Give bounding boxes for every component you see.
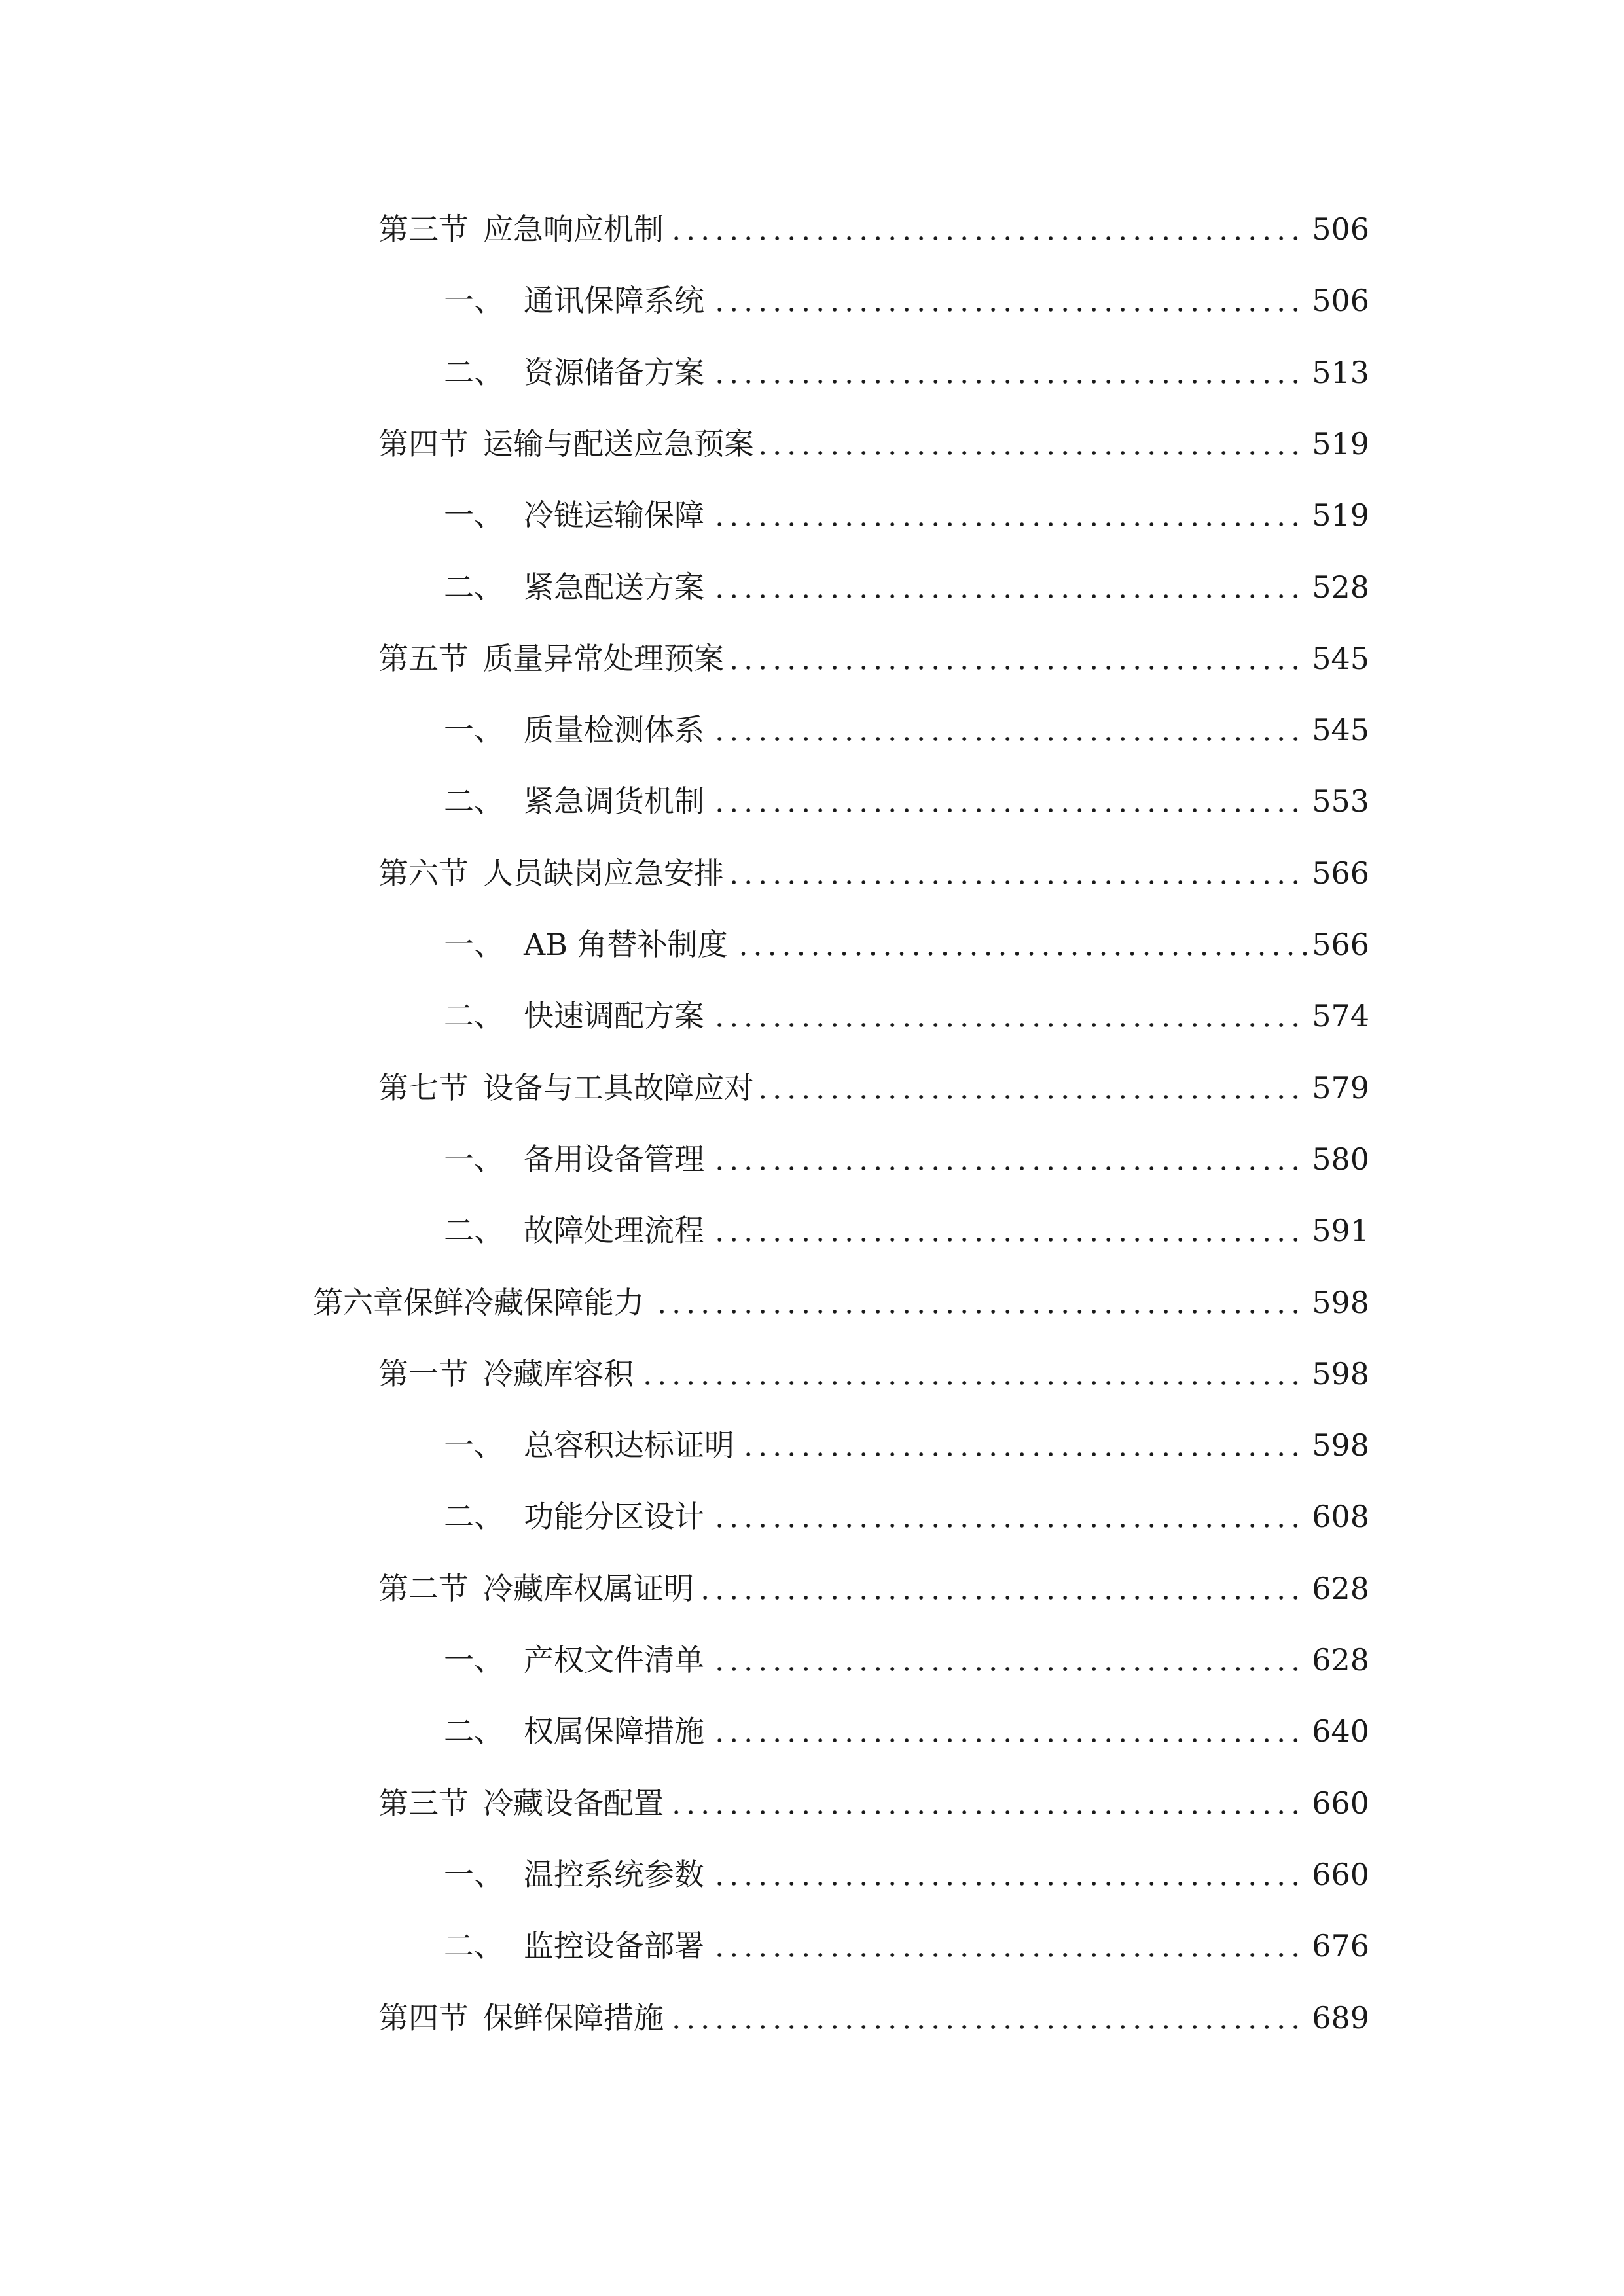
toc-entry-number: 第七节 — [378, 1070, 469, 1105]
dot-leader — [670, 1810, 1303, 1815]
toc-entry-number: 第一节 — [378, 1356, 469, 1391]
dot-leader — [711, 522, 1303, 527]
toc-entry-page-number: 506 — [1312, 211, 1369, 247]
toc-entry-title: 保鲜冷藏保障能力 — [403, 1285, 644, 1320]
dot-leader — [711, 1881, 1303, 1886]
toc-entry-number: 一、 — [444, 497, 504, 533]
toc-entry-number: 第四节 — [378, 426, 469, 461]
toc-entry[interactable] — [444, 993, 1369, 1039]
dot-leader — [711, 1237, 1303, 1242]
toc-entry-page-number: 574 — [1312, 998, 1369, 1033]
toc-entry-page-number: 580 — [1312, 1141, 1369, 1177]
dot-leader — [761, 1094, 1303, 1100]
dot-leader — [711, 594, 1303, 599]
toc-entry-title: 权属保障措施 — [524, 1713, 704, 1749]
toc-entry-number: 二、 — [444, 1213, 504, 1248]
toc-entry-title: 故障处理流程 — [524, 1213, 704, 1248]
toc-entry-number: 第三节 — [378, 211, 469, 247]
dot-leader — [761, 450, 1303, 456]
dot-leader — [711, 1738, 1303, 1743]
toc-entry-number: 一、 — [444, 1642, 504, 1677]
toc-entry-number: 二、 — [444, 1928, 504, 1964]
toc-entry[interactable] — [444, 1136, 1369, 1182]
toc-entry-number: 一、 — [444, 712, 504, 747]
toc-entry-title: 冷藏库权属证明 — [483, 1571, 694, 1606]
toc-entry-page-number: 660 — [1312, 1785, 1369, 1821]
toc-entry-title: 质量异常处理预案 — [483, 641, 724, 676]
toc-entry-number: 第二节 — [378, 1571, 469, 1606]
toc-entry-number: 一、 — [444, 283, 504, 318]
toc-entry-title: 监控设备部署 — [524, 1928, 704, 1964]
toc-entry-page-number: 676 — [1312, 1928, 1369, 1964]
toc-entry[interactable] — [444, 1494, 1369, 1539]
toc-entry-page-number: 598 — [1312, 1427, 1369, 1463]
toc-entry-page-number: 640 — [1312, 1713, 1369, 1749]
toc-entry-number: 一、 — [444, 1857, 504, 1892]
toc-entry[interactable] — [444, 1208, 1369, 1253]
toc-entry-title: 通讯保障系统 — [524, 283, 704, 318]
toc-entry-number: 一、 — [444, 1427, 504, 1463]
dot-leader — [700, 1595, 1303, 1600]
toc-entry-page-number: 506 — [1312, 283, 1369, 318]
toc-entry-number: 二、 — [444, 783, 504, 819]
dot-leader — [640, 1380, 1303, 1386]
toc-entry[interactable] — [378, 1780, 1369, 1826]
toc-entry-title: 应急响应机制 — [483, 211, 664, 247]
toc-entry[interactable] — [444, 1708, 1369, 1754]
dot-leader — [711, 736, 1303, 742]
toc-entry-number: 二、 — [444, 569, 504, 605]
toc-entry[interactable] — [444, 564, 1369, 610]
dot-leader — [731, 880, 1303, 885]
toc-entry[interactable] — [444, 492, 1369, 538]
toc-entry-title: 设备与工具故障应对 — [483, 1070, 754, 1105]
toc-entry-number: 一、 — [444, 927, 504, 962]
toc-entry-page-number: 545 — [1312, 712, 1369, 747]
toc-entry-page-number: 566 — [1312, 927, 1369, 962]
dot-leader — [711, 1666, 1303, 1672]
dot-leader — [711, 808, 1303, 813]
toc-entry-number: 二、 — [444, 1499, 504, 1534]
toc-entry-page-number: 528 — [1312, 569, 1369, 605]
toc-entry-page-number: 598 — [1312, 1285, 1369, 1320]
toc-entry-title: 紧急调货机制 — [524, 783, 704, 819]
toc-entry[interactable] — [444, 707, 1369, 753]
toc-entry[interactable] — [444, 922, 1369, 967]
toc-entry-title: 备用设备管理 — [524, 1141, 704, 1177]
toc-entry-number: 第六章 — [313, 1285, 403, 1320]
toc-entry[interactable] — [444, 1637, 1369, 1683]
dot-leader — [711, 1523, 1303, 1528]
dot-leader — [670, 236, 1303, 241]
toc-entry[interactable] — [313, 1280, 1369, 1325]
toc-entry[interactable] — [444, 278, 1369, 323]
toc-entry-page-number: 553 — [1312, 783, 1369, 819]
toc-entry-title: 快速调配方案 — [524, 998, 704, 1033]
toc-entry-title: 质量检测体系 — [524, 712, 704, 747]
toc-entry[interactable] — [378, 850, 1369, 896]
toc-entry-title: 资源储备方案 — [524, 355, 704, 390]
toc-entry-title: 功能分区设计 — [524, 1499, 704, 1534]
toc-entry-page-number: 579 — [1312, 1070, 1369, 1105]
dot-leader — [711, 379, 1303, 384]
toc-entry-number: 第三节 — [378, 1785, 469, 1821]
toc-entry[interactable] — [378, 1065, 1369, 1111]
toc-entry-page-number: 545 — [1312, 641, 1369, 676]
toc-entry[interactable] — [378, 1351, 1369, 1397]
toc-entry-title: 冷藏设备配置 — [483, 1785, 664, 1821]
dot-leader — [731, 665, 1303, 670]
toc-entry-page-number: 566 — [1312, 855, 1369, 891]
toc-entry-page-number: 628 — [1312, 1642, 1369, 1677]
toc-entry[interactable] — [378, 1995, 1369, 2041]
toc-entry-title: 人员缺岗应急安排 — [483, 855, 724, 891]
toc-entry[interactable] — [444, 1923, 1369, 1969]
toc-entry-title: 温控系统参数 — [524, 1857, 704, 1892]
toc-entry-page-number: 513 — [1312, 355, 1369, 390]
toc-entry-number: 二、 — [444, 998, 504, 1033]
toc-entry[interactable] — [444, 1422, 1369, 1468]
toc-entry[interactable] — [378, 636, 1369, 681]
toc-entry-number: 二、 — [444, 355, 504, 390]
toc-entry-page-number: 689 — [1312, 2000, 1369, 2036]
toc-entry-title: 运输与配送应急预案 — [483, 426, 754, 461]
dot-leader — [711, 1022, 1303, 1028]
toc-entry-page-number: 598 — [1312, 1356, 1369, 1391]
toc-entry-number: 一、 — [444, 1141, 504, 1177]
toc-entry-number: 第五节 — [378, 641, 469, 676]
toc-entry[interactable] — [378, 1566, 1369, 1611]
toc-entry[interactable] — [378, 206, 1369, 252]
dot-leader — [711, 1952, 1303, 1958]
toc-entry-page-number: 519 — [1312, 426, 1369, 461]
toc-entry-number: 第四节 — [378, 2000, 469, 2036]
toc-entry[interactable] — [444, 1852, 1369, 1897]
toc-entry-title: 冷藏库容积 — [483, 1356, 634, 1391]
dot-leader — [734, 951, 1312, 956]
toc-entry[interactable] — [444, 778, 1369, 824]
toc-entry-title: 总容积达标证明 — [524, 1427, 734, 1463]
toc-entry-title: AB 角替补制度 — [524, 927, 728, 962]
dot-leader — [651, 1309, 1303, 1314]
toc-entry-page-number: 660 — [1312, 1857, 1369, 1892]
toc-entry-title: 产权文件清单 — [524, 1642, 704, 1677]
toc-entry[interactable] — [378, 421, 1369, 467]
dot-leader — [711, 307, 1303, 312]
toc-entry-title: 保鲜保障措施 — [483, 2000, 664, 2036]
toc-entry-title: 冷链运输保障 — [524, 497, 704, 533]
toc-entry-page-number: 608 — [1312, 1499, 1369, 1534]
toc-entry-page-number: 591 — [1312, 1213, 1369, 1248]
toc-entry-page-number: 628 — [1312, 1571, 1369, 1606]
toc-entry-number: 二、 — [444, 1713, 504, 1749]
dot-leader — [741, 1452, 1303, 1457]
dot-leader — [670, 2024, 1303, 2030]
dot-leader — [711, 1166, 1303, 1171]
toc-entry-number: 第六节 — [378, 855, 469, 891]
toc-entry-page-number: 519 — [1312, 497, 1369, 533]
toc-entry[interactable] — [444, 350, 1369, 395]
toc-entry-title: 紧急配送方案 — [524, 569, 704, 605]
